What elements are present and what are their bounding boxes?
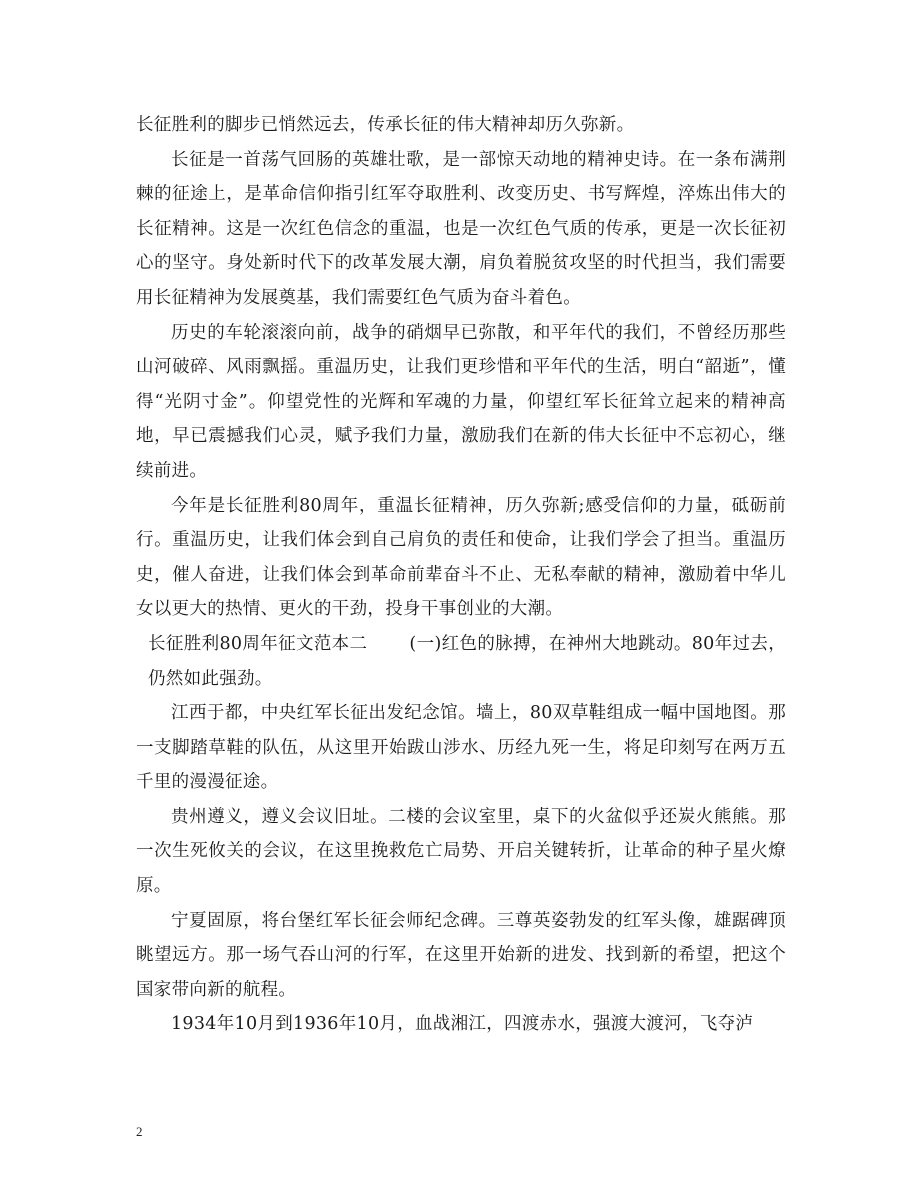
section-intro-text: (一)红色的脉搏，在神州大地跳动。80年过去，仍然如此强劲。 (148, 633, 787, 689)
page-number: 2 (136, 1124, 143, 1139)
paragraph-7: 宁夏固原，将台堡红军长征会师纪念碑。三尊英姿勃发的红军头像，雄踞碑顶眺望远方。那一场气吞山河的行军，在这里开始新的进发、找到新的希望，把这个国家带向新的航程。 (136, 910, 786, 1000)
paragraph-2: 长征是一首荡气回肠的英雄壮歌，是一部惊天动地的精神史诗。在一条布满荆棘的征途上，是革命信仰指引红军夺取胜利、改变历史、书写辉煌，淬炼出伟大的长征精神。这是一次红色信念的重温，也是一次红色气质的传承，更是一次长征初心的坚守。身处新时代下的改革发展大潮，肩负着脱贫攻坚的时代担当，我们需要用长征精神为发展奠基，我们需要红色气质为奋斗着色。 (136, 149, 786, 308)
section-heading-line (136, 627, 786, 696)
document-body (136, 108, 786, 1042)
paragraph-3: 历史的车轮滚滚向前，战争的硝烟早已弥散，和平年代的我们，不曾经历那些山河破碎、风雨飘摇。重温历史，让我们更珍惜和平年代的生活，明白“韶逝”，懂得“光阴寸金”。仰望党性的光辉和军魂的力量，仰望红军长征耸立起来的精神高地，早已震撼我们心灵，赋予我们力量，激励我们在新的伟大长征中不忘初心，继续前进。 (136, 322, 786, 481)
paragraph-1: 长征胜利的脚步已悄然远去，传承长征的伟大精神却历久弥新。 (136, 115, 635, 135)
paragraph-6: 贵州遵义，遵义会议旧址。二楼的会议室里，桌下的火盆似乎还炭火熊熊。那一次生死攸关的会议，在这里挽救危亡局势、开启关键转折，让革命的种子星火燎原。 (136, 806, 786, 897)
paragraph-5: 江西于都，中央红军长征出发纪念馆。墙上，80双草鞋组成一幅中国地图。那一支脚踏草鞋的队伍，从这里开始跋山涉水、历经九死一生，将足印刻写在两万五千里的漫漫征途。 (136, 703, 786, 793)
paragraph-4: 今年是长征胜利80周年，重温长征精神，历久弥新;感受信仰的力量，砥砺前行。重温历史，让我们体会到自己肩负的责任和使命，让我们学会了担当。重温历史，催人奋进，让我们体会到革命前辈奋斗不止、无私奉献的精神，激励着中华儿女以更大的热情、更火的干劲，投身干事创业的大潮。 (136, 495, 786, 620)
section-title: 长征胜利80周年征文范本二 (148, 633, 368, 654)
paragraph-8: 1934年10月到1936年10月，血战湘江，四渡赤水，强渡大渡河，飞夺泸 (171, 1014, 754, 1035)
